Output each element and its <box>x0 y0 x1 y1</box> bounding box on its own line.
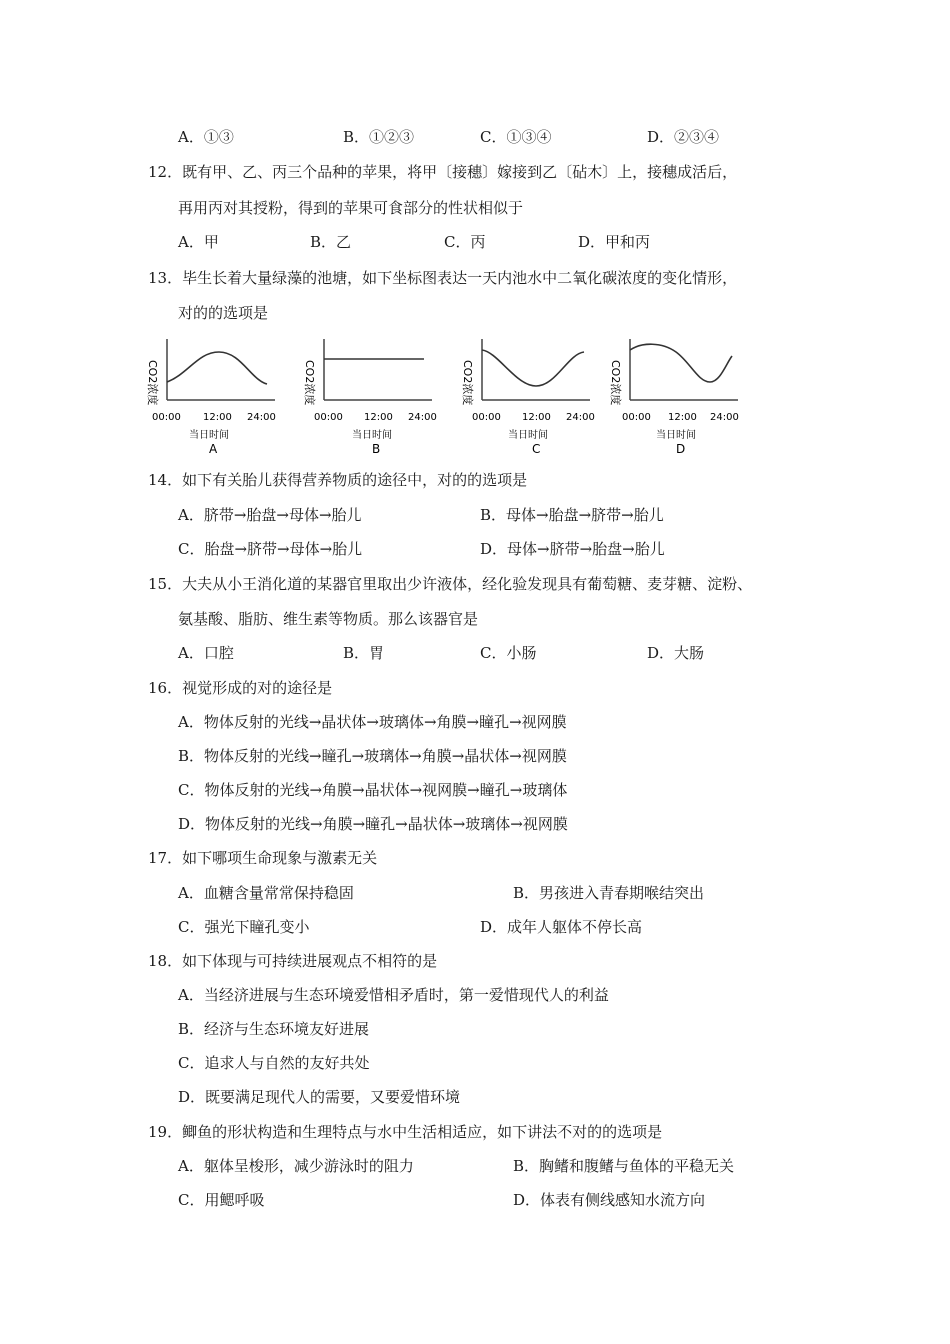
q12-option-d: D．甲和丙 <box>578 233 651 251</box>
co2-chart-c-tick-1: 12:00 <box>522 412 551 423</box>
q16-option-a: A．物体反射的光线→晶状体→玻璃体→角膜→瞳孔→视网膜 <box>178 713 567 731</box>
q11-option-b: B．①②③ <box>343 128 415 146</box>
co2-chart-a <box>143 334 288 459</box>
co2-chart-a-tick-0: 00:00 <box>152 412 181 423</box>
q15-stem-line1: 15．大夫从小王消化道的某器官里取出少许液体，经化验发现具有葡萄糖、麦芽糖、淀粉、 <box>148 575 753 593</box>
q18-option-b: B．经济与生态环境友好进展 <box>178 1020 370 1038</box>
q17-option-d: D．成年人躯体不停长高 <box>480 918 643 936</box>
q14-option-b: B．母体→胎盘→脐带→胎儿 <box>480 506 664 524</box>
co2-chart-b-tick-0: 00:00 <box>314 412 343 423</box>
co2-chart-c-ylabel-text: CO2浓度 <box>461 360 474 406</box>
co2-chart-b-xlabel: 当日时间 <box>352 430 392 441</box>
q17-option-a: A．血糖含量常常保持稳固 <box>178 884 354 902</box>
co2-chart-c-tick-0: 00:00 <box>472 412 501 423</box>
q16-option-c: C．物体反射的光线→角膜→晶状体→视网膜→瞳孔→玻璃体 <box>178 781 568 799</box>
co2-chart-d-ylabel-text: CO2浓度 <box>609 360 622 406</box>
q18-stem: 18．如下体现与可持续进展观点不相符的是 <box>148 952 438 970</box>
co2-chart-c <box>458 334 603 459</box>
q12-option-a: A．甲 <box>178 233 219 251</box>
co2-chart-c-tick-2: 24:00 <box>566 412 595 423</box>
co2-chart-b-ylabel-text: CO2浓度 <box>303 360 316 406</box>
q11-option-c: C．①③④ <box>480 128 552 146</box>
q13-stem-line1: 13．毕生长着大量绿藻的池塘，如下坐标图表达一天内池水中二氧化碳浓度的变化情形， <box>148 269 738 287</box>
q14-option-d: D．母体→脐带→胎盘→胎儿 <box>480 540 665 558</box>
q18-option-a: A．当经济进展与生态环境爱惜相矛盾时，第一爱惜现代人的利益 <box>178 986 609 1004</box>
q16-stem: 16．视觉形成的对的途径是 <box>148 679 333 697</box>
q15-option-c: C．小肠 <box>480 644 537 662</box>
q15-option-a: A．口腔 <box>178 644 234 662</box>
co2-chart-b-tick-1: 12:00 <box>364 412 393 423</box>
co2-chart-a-ylabel <box>146 360 160 405</box>
co2-chart-d-svg <box>606 334 751 459</box>
co2-chart-b-svg <box>300 334 445 459</box>
co2-chart-a-ylabel-text: CO2浓度 <box>146 360 159 406</box>
q19-option-c: C．用鳃呼吸 <box>178 1191 265 1209</box>
co2-chart-b <box>300 334 445 459</box>
q11-option-a: A．①③ <box>178 128 234 146</box>
co2-chart-c-panel-label: C <box>532 442 541 456</box>
q19-stem: 19．鲫鱼的形状构造和生理特点与水中生活相适应，如下讲法不对的的选项是 <box>148 1123 663 1141</box>
q17-option-c: C．强光下瞳孔变小 <box>178 918 310 936</box>
q17-option-b: B．男孩进入青春期喉结突出 <box>513 884 705 902</box>
co2-chart-d-panel-label: D <box>676 442 686 456</box>
co2-chart-a-xlabel: 当日时间 <box>189 430 229 441</box>
co2-chart-b-panel-label: B <box>372 442 381 456</box>
co2-chart-d-tick-0: 00:00 <box>622 412 651 423</box>
co2-chart-c-xlabel: 当日时间 <box>508 430 548 441</box>
q13-stem-line2: 对的的选项是 <box>178 304 269 322</box>
co2-chart-d <box>606 334 751 459</box>
q12-option-b: B．乙 <box>310 233 352 251</box>
co2-chart-a-svg <box>143 334 288 459</box>
co2-chart-a-panel-label: A <box>209 442 218 456</box>
co2-chart-c-ylabel <box>461 360 475 405</box>
q16-option-d: D．物体反射的光线→角膜→瞳孔→晶状体→玻璃体→视网膜 <box>178 815 568 833</box>
q18-option-d: D．既要满足现代人的需要，又要爱惜环境 <box>178 1088 461 1106</box>
q16-option-b: B．物体反射的光线→瞳孔→玻璃体→角膜→晶状体→视网膜 <box>178 747 567 765</box>
co2-chart-b-ylabel <box>303 360 317 405</box>
co2-chart-a-tick-1: 12:00 <box>203 412 232 423</box>
q19-option-d: D．体表有侧线感知水流方向 <box>513 1191 706 1209</box>
co2-chart-d-tick-2: 24:00 <box>710 412 739 423</box>
q15-option-d: D．大肠 <box>647 644 705 662</box>
q12-stem-line1: 12．既有甲、乙、丙三个品种的苹果，将甲〔接穗〕嫁接到乙〔砧木〕上，接穗成活后， <box>148 163 738 181</box>
q12-stem-line2: 再用丙对其授粉，得到的苹果可食部分的性状相似于 <box>178 199 524 217</box>
q14-option-c: C．胎盘→脐带→母体→胎儿 <box>178 540 363 558</box>
q15-stem-line2: 氨基酸、脂肪、维生素等物质。那么该器官是 <box>178 610 479 628</box>
q19-option-a: A．躯体呈梭形，减少游泳时的阻力 <box>178 1157 414 1175</box>
q14-stem: 14．如下有关胎儿获得营养物质的途径中，对的的选项是 <box>148 471 528 489</box>
q12-option-c: C．丙 <box>444 233 486 251</box>
co2-chart-a-tick-2: 24:00 <box>247 412 276 423</box>
q15-option-b: B．胃 <box>343 644 385 662</box>
q18-option-c: C．追求人与自然的友好共处 <box>178 1054 370 1072</box>
co2-chart-d-curve <box>630 344 732 382</box>
co2-chart-d-tick-1: 12:00 <box>668 412 697 423</box>
q19-option-b: B．胸鳍和腹鳍与鱼体的平稳无关 <box>513 1157 735 1175</box>
co2-chart-d-ylabel <box>609 360 623 405</box>
q14-option-a: A．脐带→胎盘→母体→胎儿 <box>178 506 362 524</box>
co2-chart-c-svg <box>458 334 603 459</box>
co2-chart-b-tick-2: 24:00 <box>408 412 437 423</box>
co2-chart-a-curve <box>167 352 267 384</box>
co2-chart-c-curve <box>482 350 584 386</box>
q11-option-d: D．②③④ <box>647 128 720 146</box>
q17-stem: 17．如下哪项生命现象与激素无关 <box>148 849 378 867</box>
co2-chart-d-xlabel: 当日时间 <box>656 430 696 441</box>
